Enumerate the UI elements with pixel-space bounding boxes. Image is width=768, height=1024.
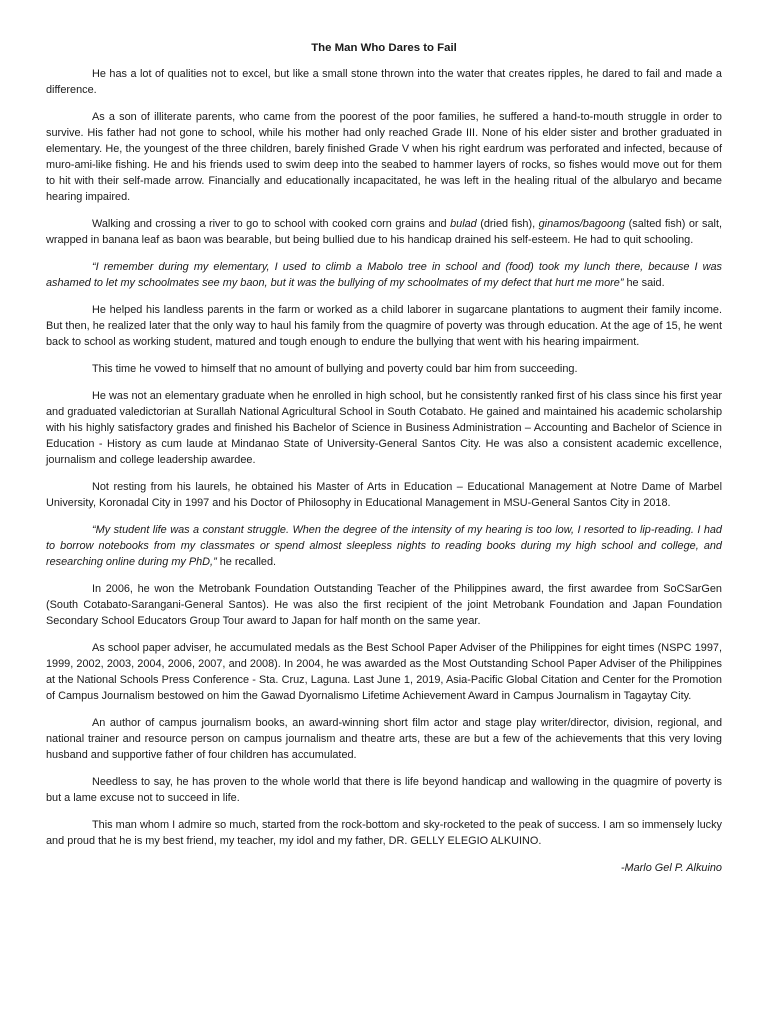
text-run: As a son of illiterate parents, who came from the poorest of the poor families, he suffered a hand-to-mouth struggle in order to survive. His father had not gone to school, while his mother had only reached Grade III. None of his elder sister and brother graduated in elementary. He, the youngest of the three children, barely finished Grade V when his right eardrum was perforated and infected, because of muro-ami-like fishing. He and his friends used to swim deep into the seabed to hammer layers of rocks, so fishes would move out for them to hit with their self-made arrow. Financially and educationally incapacitated, he was left in the healing ritual of the albularyo and became hearing impaired.	[46, 111, 722, 203]
text-run: As school paper adviser, he accumulated medals as the Best School Paper Adviser of the Philippines for eight times (NSPC 1997, 1999, 2002, 2003, 2004, 2006, 2007, and 2008). In 2004, he was awarded as the Most Outstanding School Paper Adviser of the Philippines at the National Schools Press Conference - Sta. Cruz, Laguna. Last June 1, 2019, Asia-Pacific Global Citation and Center for the Promotion of Campus Journalism bestowed on him the Gawad Dyornalismo Lifetime Achievement Award in Campus Journalism in Tagaytay City.	[46, 642, 722, 702]
text-run: He has a lot of qualities not to excel, but like a small stone thrown into the water that creates ripples, he dared to fail and made a difference.	[46, 68, 722, 96]
italic-text-run: ginamos/bagoong	[538, 218, 626, 230]
text-run: This time he vowed to himself that no amount of bullying and poverty could bar him from succeeding.	[92, 363, 578, 375]
paragraph	[46, 216, 722, 248]
text-run: In 2006, he won the Metrobank Foundation Outstanding Teacher of the Philippines award, the first awardee from SoCSarGen (South Cotabato-Sarangani-General Santos). He was also the first recipient of the joint Metrobank Foundation and Japan Foundation Secondary School Educators Group Tour award to Japan for half month on the same year.	[46, 583, 722, 627]
text-run: Not resting from his laurels, he obtained his Master of Arts in Education – Educational Management at Notre Dame of Marbel University, Koronadal City in 1997 and his Doctor of Philosophy in Educational Management in MSU-General Santos City in 2018.	[46, 481, 722, 509]
document-body	[46, 66, 722, 849]
text-run: An author of campus journalism books, an award-winning short film actor and stage play writer/director, division, regional, and national trainer and resource person on campus journalism and theatre arts, these are but a few of the achievements that this very loving husband and supportive father of four children has accumulated.	[46, 717, 722, 761]
paragraph	[46, 109, 722, 205]
text-run: (dried fish),	[476, 218, 539, 230]
text-run: He was not an elementary graduate when he enrolled in high school, but he consistently ranked first of his class since his first year and graduated valedictorian at Surallah National Agricultural School in South Cotabato. He gained and maintained his academic scholarship with his highly satisfactory grades and finished his Bachelor of Science in Business Administration – Accounting and Bachelor of Science in Education - History as cum laude at Mindanao State of University-General Santos City. He was also a consistent academic excellence, journalism and college leadership awardee.	[46, 390, 722, 466]
paragraph	[46, 302, 722, 350]
paragraph	[46, 774, 722, 806]
text-run: He helped his landless parents in the farm or worked as a child laborer in sugarcane plantations to augment their family income. But then, he realized later that the only way to haul his family from the quagmire of poverty was through education. At the age of 15, he went back to school as working student, matured and tough enough to endure the bullying that went with his hearing impairment.	[46, 304, 722, 348]
paragraph-quote	[46, 522, 722, 570]
italic-text-run: “My student life was a constant struggle. When the degree of the intensity of my hearing is too low, I resorted to lip-reading. I had to borrow notebooks from my classmates or spend almost sleepless nights to reading books during my high school and college, and researching online during my PhD,”	[46, 524, 722, 568]
italic-text-run: bulad	[450, 218, 477, 230]
document-page	[46, 40, 722, 876]
paragraph	[46, 817, 722, 849]
paragraph	[46, 361, 722, 377]
document-title: The Man Who Dares to Fail	[311, 42, 457, 54]
author-signature: -Marlo Gel P. Alkuino	[620, 862, 722, 874]
text-run: he recalled.	[216, 556, 277, 568]
text-run: This man whom I admire so much, started from the rock-bottom and sky-rocketed to the peak of success. I am so immensely lucky and proud that he is my best friend, my teacher, my idol and my father, DR. GELLY ELEGIO ALKUINO.	[46, 819, 722, 847]
paragraph	[46, 66, 722, 98]
italic-text-run: “I remember during my elementary, I used to climb a Mabolo tree in school and (food) took my lunch there, because I was ashamed to let my schoolmates see my baon, but it was the bullying of my schoolmates of my defect that hurt me more”	[46, 261, 722, 289]
paragraph	[46, 640, 722, 704]
text-run: (salted fish) or salt, wrapped in banana leaf as baon was bearable, but being bullied due to his handicap drained his self-esteem. He had to quit schooling.	[46, 218, 722, 246]
paragraph	[46, 388, 722, 468]
text-run: Walking and crossing a river to go to school with cooked corn grains and	[92, 218, 451, 230]
paragraph	[46, 581, 722, 629]
paragraph	[46, 479, 722, 511]
paragraph	[46, 715, 722, 763]
paragraph-quote	[46, 259, 722, 291]
text-run: he said.	[623, 277, 665, 289]
text-run: Needless to say, he has proven to the whole world that there is life beyond handicap and wallowing in the quagmire of poverty is but a lame excuse not to succeed in life.	[46, 776, 722, 804]
